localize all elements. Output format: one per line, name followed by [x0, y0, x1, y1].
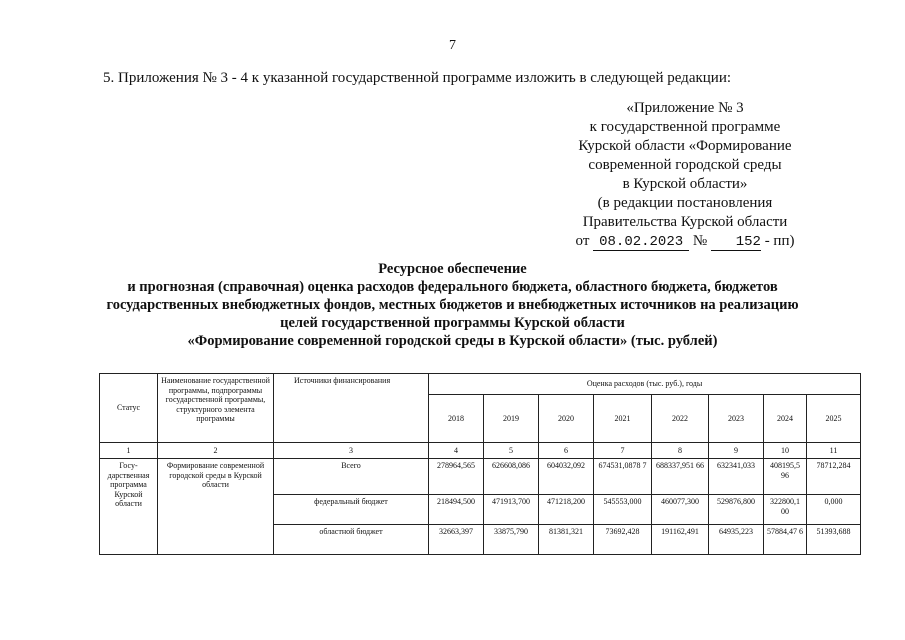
status-cell: Госу-дарственная программа Курской области: [100, 459, 158, 555]
header-name: Наименование государственной программы, подпрограммы государственной программы, структурного элемента программы: [158, 374, 274, 443]
column-number: 8: [652, 443, 709, 459]
year-header: 2018: [429, 395, 484, 443]
appendix-line: современной городской среды: [588, 157, 782, 173]
table-row: [100, 459, 861, 495]
value-cell: 471218,200: [539, 495, 594, 525]
value-cell: 604032,092: [539, 459, 594, 495]
value-cell: 51393,688: [807, 525, 861, 555]
number-suffix: - пп): [764, 233, 795, 249]
appendix-line: Курской области «Формирование: [578, 138, 792, 154]
appendix-line: (в редакции постановления: [597, 195, 773, 211]
resource-table: [99, 373, 861, 555]
column-number: 5: [484, 443, 539, 459]
number-label: №: [692, 233, 708, 249]
header-sources: Источники финансирования: [274, 374, 429, 443]
value-cell: 33875,790: [484, 525, 539, 555]
source-cell: Всего: [274, 459, 429, 495]
value-cell: 191162,491: [652, 525, 709, 555]
appendix-line: к государственной программе: [589, 119, 781, 135]
year-header: 2025: [807, 395, 861, 443]
value-cell: 278964,565: [429, 459, 484, 495]
year-header: 2022: [652, 395, 709, 443]
year-header: 2019: [484, 395, 539, 443]
column-number: 6: [539, 443, 594, 459]
column-number: 3: [274, 443, 429, 459]
heading-line: «Формирование современной городской среды в Курской области» (тыс. рублей): [187, 333, 718, 349]
value-cell: 674531,0878 7: [594, 459, 652, 495]
column-number: 1: [100, 443, 158, 459]
appendix-block: [555, 99, 815, 251]
column-number: 2: [158, 443, 274, 459]
header-status: Статус: [100, 374, 158, 443]
year-header: 2021: [594, 395, 652, 443]
column-number: 7: [594, 443, 652, 459]
heading-line: и прогнозная (справочная) оценка расходов федерального бюджета, областного бюджета, бюджетов: [127, 279, 778, 295]
value-cell: 322800,1 00: [764, 495, 807, 525]
value-cell: 218494,500: [429, 495, 484, 525]
value-cell: 408195,5 96: [764, 459, 807, 495]
value-cell: 64935,223: [709, 525, 764, 555]
page-number: 7: [449, 38, 456, 53]
source-cell: областной бюджет: [274, 525, 429, 555]
heading-line: государственных внебюджетных фондов, местных бюджетов и внебюджетных источников на реализацию: [106, 297, 799, 313]
date-prefix: от: [575, 233, 590, 249]
column-number: 4: [429, 443, 484, 459]
value-cell: 32663,397: [429, 525, 484, 555]
header-estimate: Оценка расходов (тыс. руб.), годы: [429, 374, 861, 395]
value-cell: 81381,321: [539, 525, 594, 555]
heading-line: Ресурсное обеспечение: [378, 261, 527, 277]
value-cell: 471913,700: [484, 495, 539, 525]
value-cell: 688337,951 66: [652, 459, 709, 495]
decree-date: 08.02.2023: [593, 235, 689, 251]
source-cell: федеральный бюджет: [274, 495, 429, 525]
year-header: 2024: [764, 395, 807, 443]
program-name-cell: Формирование современной городской среды в Курской области: [158, 459, 274, 555]
appendix-date-line: [555, 232, 815, 251]
table-heading: [0, 260, 905, 350]
year-header: 2023: [709, 395, 764, 443]
heading-line: целей государственной программы Курской области: [280, 315, 625, 331]
column-number: 9: [709, 443, 764, 459]
value-cell: 57884,47 6: [764, 525, 807, 555]
appendix-line: «Приложение № 3: [626, 100, 744, 116]
appendix-line: в Курской области»: [622, 176, 748, 192]
value-cell: 460077,300: [652, 495, 709, 525]
year-header: 2020: [539, 395, 594, 443]
value-cell: 626608,086: [484, 459, 539, 495]
appendix-line: Правительства Курской области: [582, 214, 788, 230]
decree-number: 152: [711, 235, 761, 251]
value-cell: 529876,800: [709, 495, 764, 525]
value-cell: 0,000: [807, 495, 861, 525]
value-cell: 78712,284: [807, 459, 861, 495]
value-cell: 545553,000: [594, 495, 652, 525]
instruction-paragraph: 5. Приложения № 3 - 4 к указанной государственной программе изложить в следующей редакции:: [103, 70, 732, 86]
value-cell: 632341,033: [709, 459, 764, 495]
value-cell: 73692,428: [594, 525, 652, 555]
column-number: 11: [807, 443, 861, 459]
column-number: 10: [764, 443, 807, 459]
